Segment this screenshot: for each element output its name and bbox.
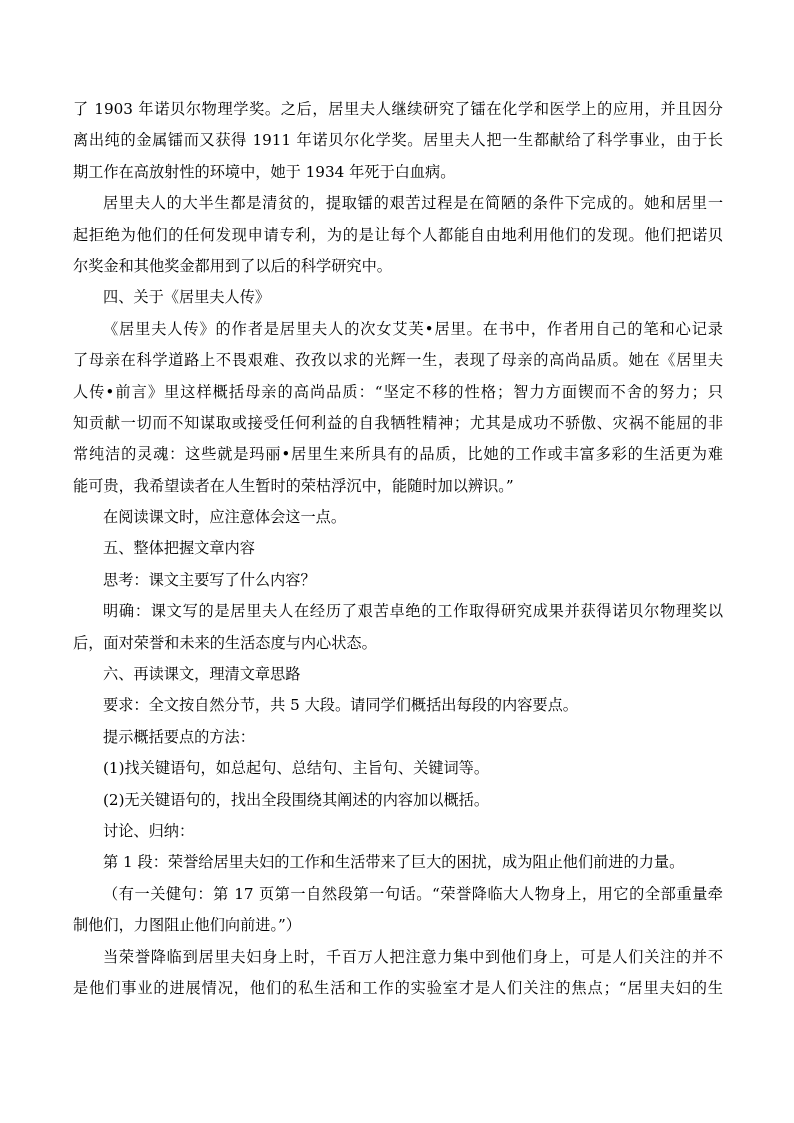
text-line: 制他们，力图阻止他们向前进。”） (73, 916, 301, 935)
text-line: 知贡献一切而不知谋取或接受任何利益的自我牺牲精神；尤其是成功不骄傲、灾祸不能屈的非 (73, 413, 723, 432)
text-line: 尔奖金和其他奖金都用到了以后的科学研究中。 (73, 256, 392, 275)
document-page (73, 94, 723, 1004)
text-line: 在阅读课文时，应注意体会这一点。 (103, 508, 346, 527)
text-line: 六、再读课文，理清文章思路 (103, 665, 301, 684)
text-line: 四、关于《居里夫人传》 (103, 288, 271, 307)
text-line: 起拒绝为他们的任何发现申请专利，为的是让每个人都能自由地利用他们的发现。他们把诺贝 (73, 225, 723, 244)
text-line: 明确：课文写的是居里夫人在经历了艰苦卓绝的工作取得研究成果并获得诺贝尔物理奖以 (103, 602, 723, 621)
text-line: 居里夫人的大半生都是清贫的，提取镭的艰苦过程是在简陋的条件下完成的。她和居里一 (103, 194, 723, 213)
text-line: 提示概括要点的方法： (103, 727, 255, 746)
text-line: 了母亲在科学道路上不畏艰难、孜孜以求的光辉一生，表现了母亲的高尚品质。她在《居里夫 (73, 351, 723, 370)
text-line: （有一关健句：第 17 页第一自然段第一句话。“荣誉降临大人物身上，用它的全部重量牵 (103, 884, 723, 903)
text-line: 五、整体把握文章内容 (103, 539, 255, 558)
text-line: 常纯洁的灵魂：这些就是玛丽•居里生来所具有的品质，比她的工作或丰富多彩的生活更为难 (73, 445, 723, 464)
text-line: 讨论、归纳： (103, 821, 195, 840)
text-line: 要求：全文按自然分节，共 5 大段。请同学们概括出每段的内容要点。 (103, 696, 578, 715)
text-line: 人传•前言》里这样概括母亲的高尚品质：“坚定不移的性格；智力方面锲而不舍的努力；只 (73, 382, 723, 401)
text-line: 思考：课文主要写了什么内容？ (103, 570, 316, 589)
text-line: (1)找关键语句，如总起句、总结句、主旨句、关键词等。 (103, 759, 490, 778)
text-line: 当荣誉降临到居里夫妇身上时，千百万人把注意力集中到他们身上，可是人们关注的并不 (103, 947, 723, 966)
text-line: 《居里夫人传》的作者是居里夫人的次女艾芙•居里。在书中，作者用自己的笔和心记录 (103, 319, 723, 338)
text-line: 离出纯的金属镭而又获得 1911 年诺贝尔化学奖。居里夫人把一生都献给了科学事业，由于长 (73, 131, 723, 150)
text-line: 是他们事业的进展情况，他们的私生活和工作的实验室才是人们关注的焦点；“居里夫妇的生 (73, 978, 723, 997)
text-line: (2)无关键语句的，找出全段围绕其阐述的内容加以概括。 (103, 790, 490, 809)
text-line: 后，面对荣誉和未来的生活态度与内心状态。 (73, 633, 377, 652)
text-line: 第 1 段：荣誉给居里夫妇的工作和生活带来了巨大的困扰，成为阻止他们前进的力量。 (103, 853, 685, 872)
text-line: 了 1903 年诺贝尔物理学奖。之后，居里夫人继续研究了镭在化学和医学上的应用，并且因分 (73, 100, 723, 118)
text-line: 能可贵，我希望读者在人生暂时的荣枯浮沉中，能随时加以辨识。” (73, 476, 514, 495)
text-line: 期工作在高放射性的环境中，她于 1934 年死于白血病。 (73, 162, 456, 181)
